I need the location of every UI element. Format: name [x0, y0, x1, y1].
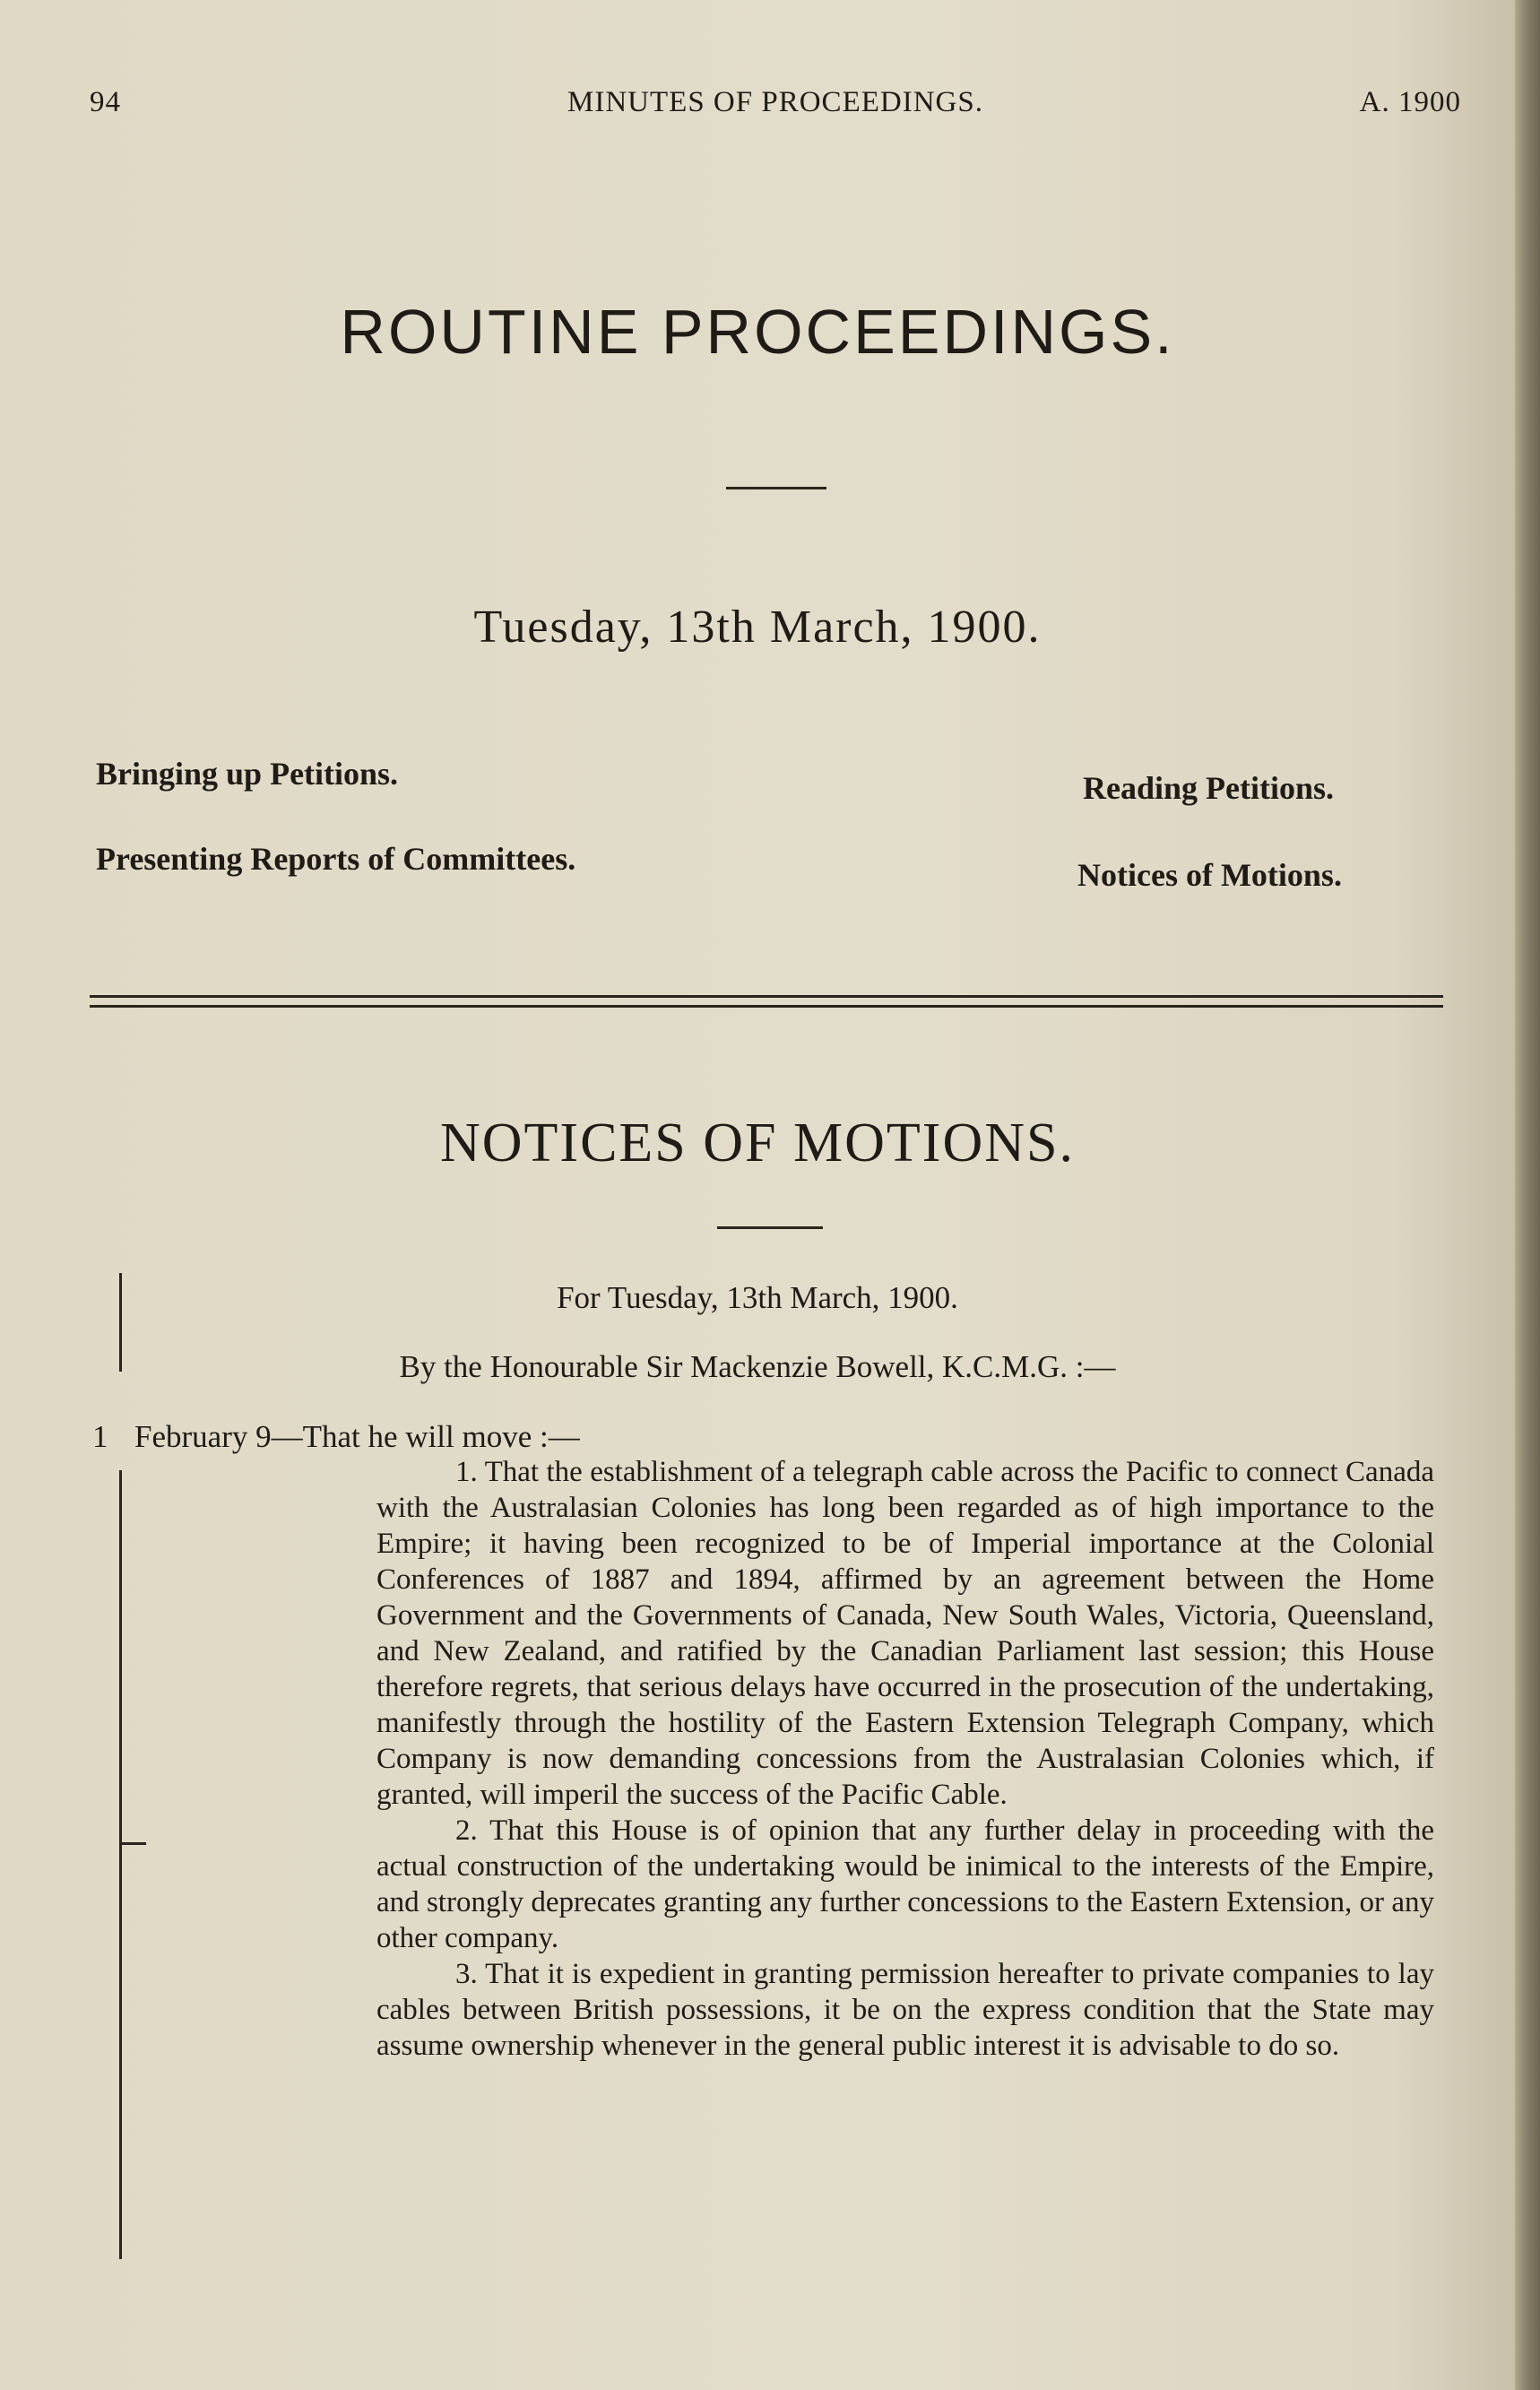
margin-tick	[119, 1842, 146, 1845]
notice-for-date: For Tuesday, 13th March, 1900.	[557, 1280, 958, 1315]
running-title: MINUTES OF PROCEEDINGS.	[567, 86, 983, 118]
routine-proceedings-title: ROUTINE PROCEEDINGS.	[340, 297, 1175, 367]
routine-item-presenting-reports: Presenting Reports of Committees.	[96, 841, 576, 877]
section-divider	[90, 995, 1443, 1008]
page-header	[90, 86, 1461, 131]
page-binding-edge	[1515, 0, 1540, 2390]
title-rule	[726, 487, 826, 489]
section-title-rule	[717, 1226, 823, 1229]
routine-item-notices-of-motions: Notices of Motions.	[1077, 857, 1342, 893]
page-number: 94	[90, 86, 121, 118]
notices-of-motions-title: NOTICES OF MOTIONS.	[440, 1113, 1075, 1173]
motion-number: 1	[92, 1419, 108, 1454]
motion-paragraph-2: 2. That this House is of opinion that any further delay in proceeding with the actual construction of the undertaking would be inimical to the interests of the Empire, and strongly deprecates granting any further concessions to the Eastern Extension, or any other company.	[376, 1814, 1434, 1954]
routine-item-bringing-up-petitions: Bringing up Petitions.	[96, 756, 399, 792]
notice-mover: By the Honourable Sir Mackenzie Bowell, K.C.M.G. :—	[399, 1349, 1116, 1384]
motion-body	[376, 1454, 1434, 2064]
header-year: A. 1900	[1359, 86, 1461, 118]
routine-item-reading-petitions: Reading Petitions.	[1083, 770, 1335, 806]
margin-line-lower	[119, 1470, 122, 2259]
routine-date: Tuesday, 13th March, 1900.	[473, 602, 1042, 653]
motion-lead-in: February 9—That he will move :—	[134, 1419, 580, 1454]
motion-paragraph-3: 3. That it is expedient in granting permission hereafter to private companies to lay cables between British possessions, it be on the express condition that the State may assume ownership whenever in the general public interest it is advisable to do so.	[376, 1958, 1434, 2062]
motion-paragraph-1: 1. That the establishment of a telegraph cable across the Pacific to connect Canada with the Australasian Colonies has long been regarded as of high importance to the Empire; it having been recognized to be of Imperial importance at the Colonial Conferences of 1887 and 1894, affirmed by an agreement between the Home Government and the Governments of Canada, New South Wales, Victoria, Queensland, and New Zealand, and ratified by the Canadian Parliament last session; this House therefore regrets, that serious delays have occurred in the prosecution of the undertaking, manifestly through the hostility of the Eastern Extension Telegraph Company, which Company is now demanding concessions from the Australasian Colonies which, if granted, will imperil the success of the Pacific Cable.	[376, 1456, 1434, 1811]
